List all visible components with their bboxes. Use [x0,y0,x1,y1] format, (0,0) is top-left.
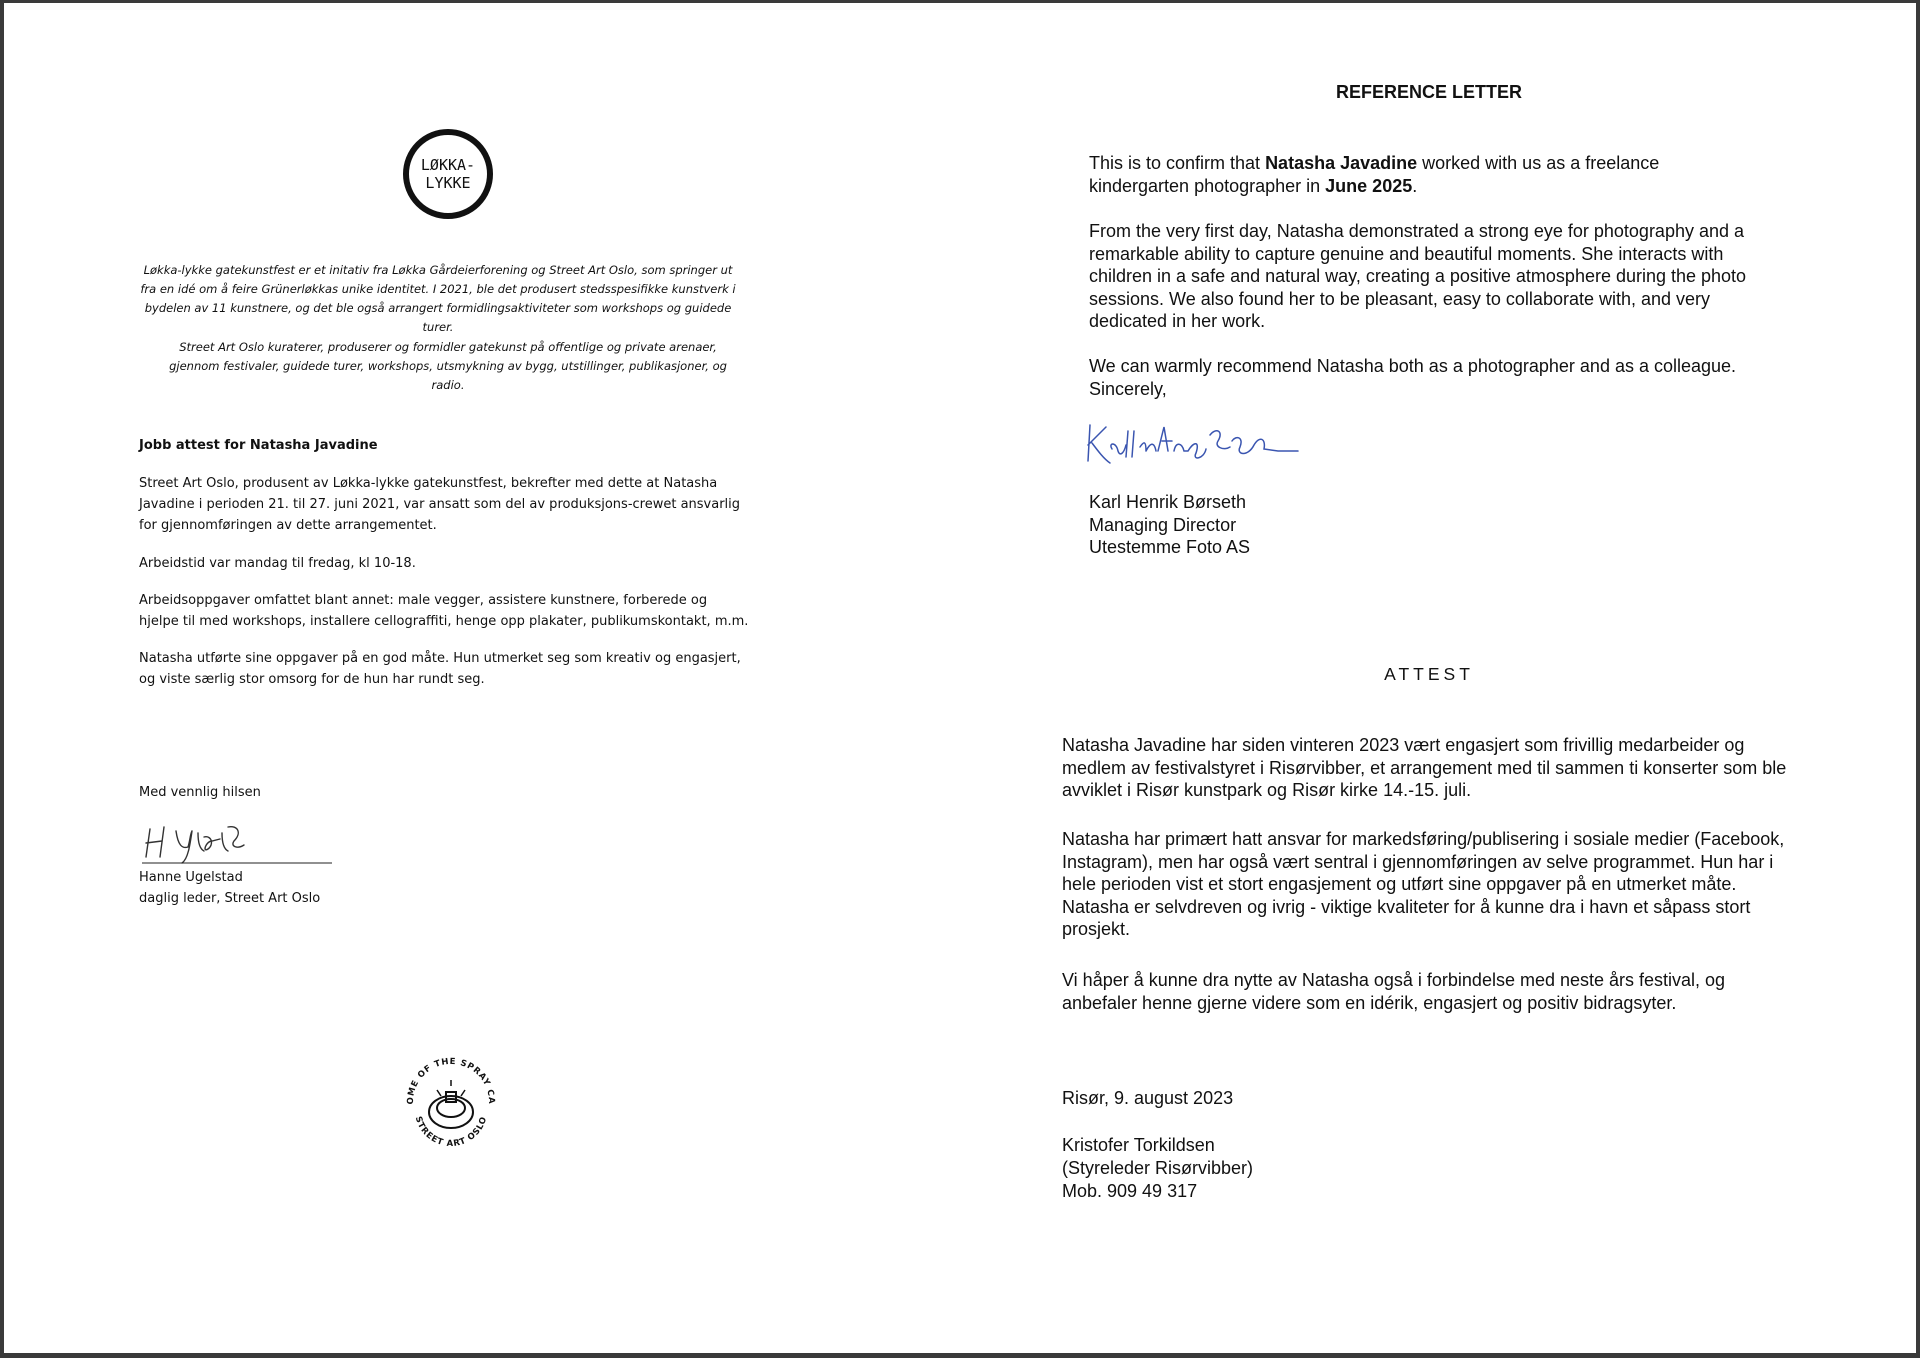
left-paragraph-2: Arbeidstid var mandag til fredag, kl 10-18. [139,556,416,571]
left-signer-title: daglig leder, Street Art Oslo [139,891,321,906]
left-closing: Med vennlig hilsen [139,785,261,800]
logo-line-1: LØKKA- [420,156,476,174]
intro-italic-1: Løkka-lykke gatekunstfest er et initativ fra Løkka Gårdeierforening og Street Art Oslo, som springer ut fra en idé om å feire Grünerløkkas unike identitet. I 2021, ble det produsert stedsspesifikke kunstverk i bydelen av 11 kunstnere, og det ble også arrangert formidlingsaktiviteter som workshops og guidede turer. [140,263,736,334]
left-signer-name: Hanne Ugelstad [139,870,243,885]
left-paragraph-4: Natasha utførte sine oppgaver på en god måte. Hun utmerket seg som kreativ og engasjert, og viste særlig stor omsorg for de hun har rundt seg. [139,651,741,687]
left-heading: Jobb attest for Natasha Javadine [139,438,378,453]
reference-title: REFERENCE LETTER [1335,82,1522,102]
logo-line-2: LYKKE [425,174,471,192]
lokka-lykke-logo [400,126,496,222]
stamp-top-text: OME OF THE SPRAY CA [405,1056,497,1105]
attest-title: ATTEST [1384,664,1474,684]
document-page [4,3,1916,1353]
attest-signer-role: (Styreleder Risørvibber) [1062,1158,1254,1178]
reference-paragraph-3: We can warmly recommend Natasha both as a photographer and as a colleague. [1089,356,1737,376]
svg-text:STREET ART OSLO [413,1115,490,1149]
reference-signer-company: Utestemme Foto AS [1089,537,1251,557]
hanne-signature [142,819,332,865]
engagement-date: June 2025 [1325,175,1413,196]
left-paragraph-1: Street Art Oslo, produsent av Løkka-lykke gatekunstfest, bekrefter med dette at Natasha Javadine i perioden 21. til 27. juni 2021, var ansatt som del av produksjons-crewet ansvarlig for gjennomføringen av dette arrangementet. [139,476,741,533]
stamp-bottom-text: STREET ART OSLO [412,1115,490,1150]
reference-paragraph-1: This is to confirm that Natasha Javadine worked with us as a freelance kindergarten photographer in June 2025. [1089,153,1660,196]
attest-signer-phone: Mob. 909 49 317 [1062,1181,1198,1201]
intro-italic-2: Street Art Oslo kuraterer, produserer og formidler gatekunst på offentlige og private arenaer, gjennom festivaler, guidede turer, workshops, utsmykning av bygg, utstillinger, publikasjoner, og radio. [169,340,727,392]
reference-paragraph-2: From the very first day, Natasha demonstrated a strong eye for photography and a remarkable ability to capture genuine and beautiful moments. She interacts with children in a safe and natural way, creating a positive atmosphere during the photo sessions. We also found her to be pleasant, easy to collaborate with, and very dedicated in her work. [1089,221,1747,331]
reference-signer-name: Karl Henrik Børseth [1089,492,1247,512]
attest-signer-name: Kristofer Torkildsen [1062,1135,1215,1155]
attest-paragraph-2: Natasha har primært hatt ansvar for markedsføring/publisering i sosiale medier (Facebook, Instagram), men har også vært sentral i gjennomføringen av selve programmet. Hun har i hele perioden vist et stort engasjement og utført sine oppgaver på en utmerket måte. Natasha er selvdreven og ivrig - viktige kvaliteter for å kunne dra i havn et såpass stort prosjekt. [1062,829,1785,939]
attest-paragraph-1: Natasha Javadine har siden vinteren 2023 vært engasjert som frivillig medarbeider og medlem av festivalstyret i Risørvibber, et arrangement med til sammen ti konserter som ble avviklet i Risør kunstpark og Risør kirke 14.-15. juli. [1062,735,1787,800]
reference-closing: Sincerely, [1089,379,1167,399]
left-paragraph-3: Arbeidsoppgaver omfattet blant annet: male vegger, assistere kunstnere, forberede og hjelpe til med workshops, installere cellograffiti, henge opp plakater, publikumskontakt, m.m. [139,593,749,629]
karl-signature [1084,421,1314,469]
attest-place-date: Risør, 9. august 2023 [1062,1088,1234,1108]
street-art-oslo-stamp [401,1050,501,1150]
reference-signer-title: Managing Director [1089,515,1237,535]
attest-paragraph-3: Vi håper å kunne dra nytte av Natasha også i forbindelse med neste års festival, og anbefaler henne gjerne videre som en idérik, engasjert og positiv bidragsyter. [1062,970,1726,1013]
candidate-name: Natasha Javadine [1265,153,1418,173]
